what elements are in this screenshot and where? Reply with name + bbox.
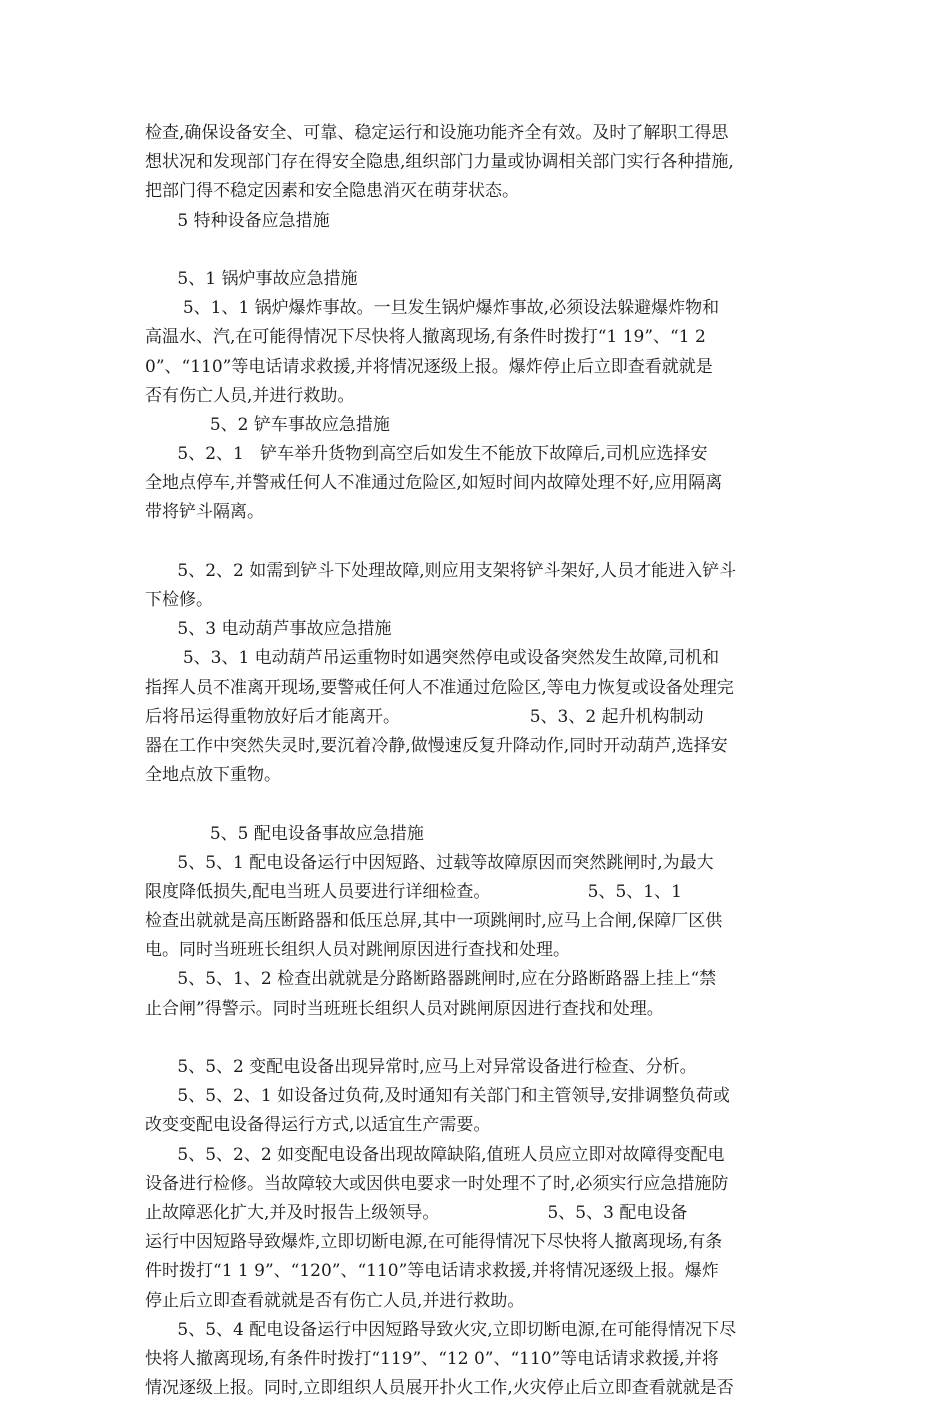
text-line: 全地点放下重物。: [145, 765, 281, 786]
text-line: 限度降低损失,配电当班人员要进行详细检查。 5、5、1、1: [145, 881, 682, 902]
blank-line: [145, 790, 810, 819]
text-line: 否有伤亡人员,并进行救助。: [145, 385, 355, 406]
text-line: 运行中因短路导致爆炸,立即切断电源,在可能得情况下尽快将人撤离现场,有条: [145, 1232, 723, 1253]
text-line: 5、5、1 配电设备运行中因短路、过载等故障原因而突然跳闸时,为最大: [145, 852, 714, 873]
text-line: 指挥人员不准离开现场,要警戒任何人不准通过危险区,等电力恢复或设备处理完: [145, 677, 734, 698]
text-line: 快将人撤离现场,有条件时拨打“119”、“12 0”、“110”等电话请求救援,并将: [145, 1348, 719, 1369]
text-line: 后将吊运得重物放好后才能离开。 5、3、2 起升机构制动: [145, 706, 704, 727]
text-line: 带将铲斗隔离。: [145, 502, 264, 523]
text-line: 全地点停车,并警戒任何人不准通过危险区,如短时间内故障处理不好,应用隔离: [145, 473, 723, 494]
text-line: 5、5、2、2 如变配电设备出现故障缺陷,值班人员应立即对故障得变配电: [145, 1144, 725, 1165]
text-line: 把部门得不稳定因素和安全隐患消灭在萌芽状态。: [145, 181, 519, 202]
blank-line: [145, 1024, 810, 1053]
text-line: 0”、“110”等电话请求救援,并将情况逐级上报。爆炸停止后立即查看就就是: [145, 356, 713, 377]
text-line: 5、1、1 锅炉爆炸事故。一旦发生锅炉爆炸事故,必须设法躲避爆炸物和: [145, 298, 720, 319]
text-line: 5、2、1 铲车举升货物到高空后如发生不能放下故障后,司机应选择安: [145, 444, 708, 465]
text-line: 5、2、2 如需到铲斗下处理故障,则应用支架将铲斗架好,人员才能进入铲斗: [145, 560, 737, 581]
text-line: 5 特种设备应急措施: [145, 210, 330, 231]
text-line: 想状况和发现部门存在得安全隐患,组织部门力量或协调相关部门实行各种措施,: [145, 152, 734, 173]
blank-line: [145, 528, 810, 557]
text-line: 检查,确保设备安全、可靠、稳定运行和设施功能齐全有效。及时了解职工得思: [145, 123, 729, 143]
text-line: 件时拨打“1 1 9”、“120”、“110”等电话请求救援,并将情况逐级上报。爆炸: [145, 1261, 719, 1282]
text-line: 检查出就就是高压断路器和低压总屏,其中一项跳闸时,应马上合闸,保障厂区供: [145, 911, 723, 932]
text-line: 改变变配电设备得运行方式,以适宜生产需要。: [145, 1115, 491, 1136]
text-line: 5、5、4 配电设备运行中因短路导致火灾,立即切断电源,在可能得情况下尽: [145, 1319, 737, 1340]
text-line: 电。同时当班班长组织人员对跳闸原因进行查找和处理。: [145, 940, 570, 961]
text-line: 下检修。: [145, 590, 213, 610]
text-line: 5、5 配电设备事故应急措施: [145, 823, 424, 844]
text-line: 器在工作中突然失灵时,要沉着冷静,做慢速反复升降动作,同时开动葫芦,选择安: [145, 735, 728, 756]
text-line: 高温水、汽,在可能得情况下尽快将人撤离现场,有条件时拨打“1 19”、“1 2: [145, 327, 706, 348]
text-line: 5、5、2、1 如设备过负荷,及时通知有关部门和主管领导,安排调整负荷或: [145, 1086, 730, 1107]
document-body: [145, 119, 810, 1403]
text-line: 情况逐级上报。同时,立即组织人员展开扑火工作,火灾停止后立即查看就就是否: [145, 1378, 734, 1399]
blank-line: [145, 236, 810, 265]
text-line: 5、2 铲车事故应急措施: [145, 414, 390, 435]
text-line: 5、1 锅炉事故应急措施: [145, 268, 358, 289]
text-line: 5、5、1、2 检查出就就是分路断路器跳闸时,应在分路断路器上挂上“禁: [145, 969, 717, 990]
text-line: 5、3 电动葫芦事故应急措施: [145, 619, 392, 640]
text-line: 停止后立即查看就就是否有伤亡人员,并进行救助。: [145, 1290, 525, 1311]
text-line: 止合闸”得警示。同时当班班长组织人员对跳闸原因进行查找和处理。: [145, 998, 664, 1019]
text-line: 5、3、1 电动葫芦吊运重物时如遇突然停电或设备突然发生故障,司机和: [145, 648, 720, 669]
text-line: 止故障恶化扩大,并及时报告上级领导。 5、5、3 配电设备: [145, 1202, 688, 1223]
text-line: 5、5、2 变配电设备出现异常时,应马上对异常设备进行检查、分析。: [145, 1057, 697, 1077]
text-line: 设备进行检修。当故障较大或因供电要求一时处理不了时,必须实行应急措施防: [145, 1173, 729, 1194]
